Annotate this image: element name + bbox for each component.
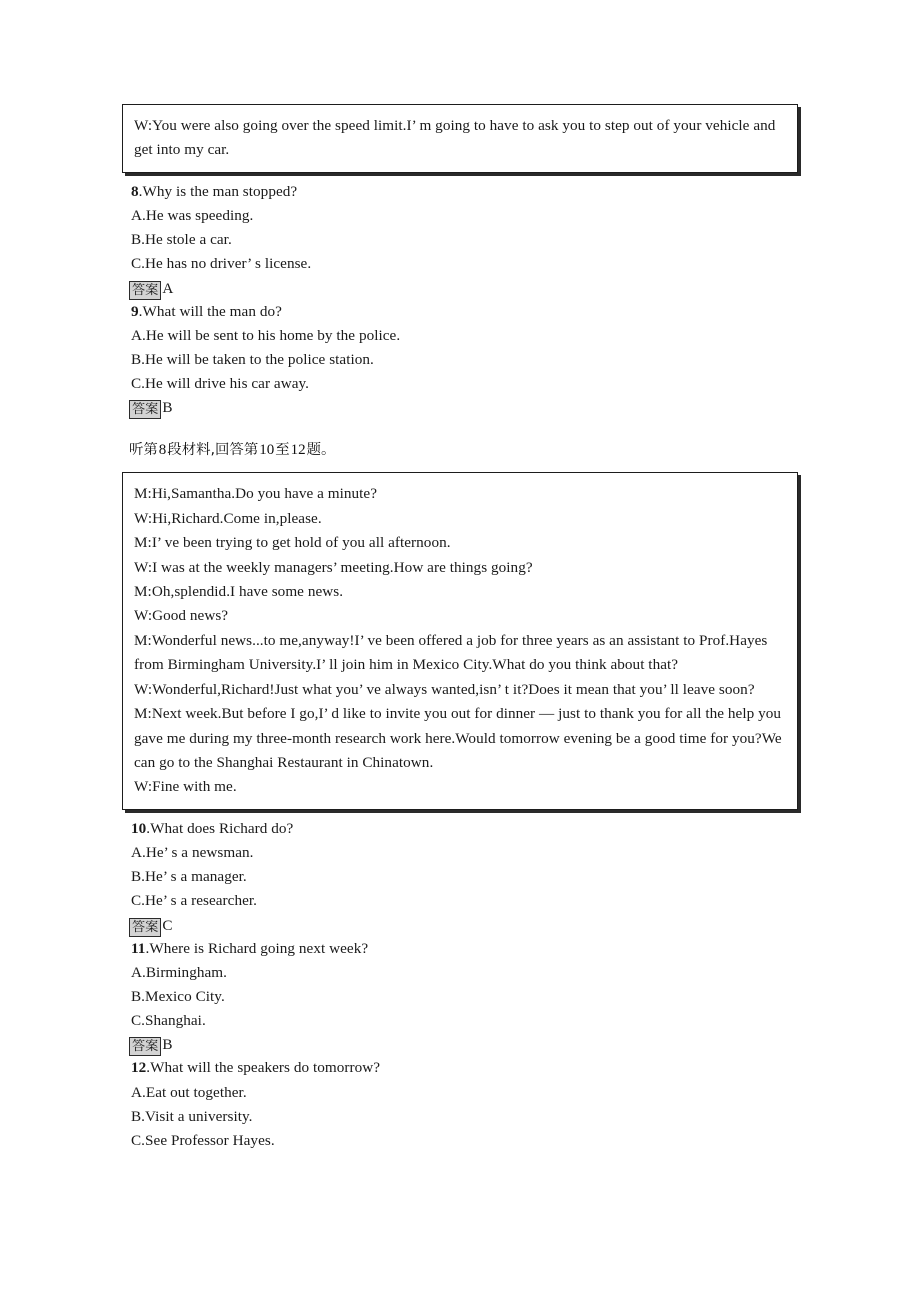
question-number: 11	[131, 939, 146, 957]
option-b[interactable]: B.He will be taken to the police station.	[131, 351, 374, 369]
question-dot: .	[145, 939, 150, 957]
transcript-line: M:Next week.But before I go,I’ d like to invite you out for dinner — just to thank you for all the help you gave me during my three-month research work here.Would tomorrow evening be a good time for you?We can go to the Shanghai Restaurant in Chinatown.	[134, 705, 782, 771]
option-b[interactable]: B.Mexico City.	[131, 987, 225, 1005]
transcript-box-2	[122, 472, 798, 809]
heading-part-1: 听第	[129, 442, 158, 459]
heading-question-to: 12	[290, 442, 306, 459]
answer-badge: 答案	[129, 281, 161, 300]
answer-row	[122, 1033, 798, 1056]
option-c[interactable]: C.He has no driver’ s license.	[131, 255, 312, 273]
question-text: What does Richard do?	[150, 819, 294, 837]
option-c[interactable]: C.He’ s a researcher.	[131, 892, 257, 910]
question-block-11	[122, 937, 798, 1057]
transcript-line: M:I’ ve been trying to get hold of you all afternoon.	[134, 534, 451, 552]
answer-badge: 答案	[129, 400, 161, 419]
answer-row	[122, 396, 798, 419]
answer-letter: B	[162, 399, 173, 417]
question-block-8	[122, 180, 798, 300]
question-dot: .	[138, 302, 143, 320]
option-c[interactable]: C.Shanghai.	[131, 1012, 206, 1030]
transcript-box-1	[122, 104, 798, 173]
question-stem	[122, 817, 798, 841]
question-block-12	[122, 1056, 798, 1153]
transcript-line: W:Good news?	[134, 607, 229, 625]
answer-badge: 答案	[129, 918, 161, 937]
question-stem	[122, 937, 798, 961]
option-a[interactable]: A.Eat out together.	[131, 1083, 247, 1101]
question-number: 12	[131, 1059, 147, 1077]
transcript-line: W:You were also going over the speed limit.I’ m going to have to ask you to step out of your vehicle and get into my car.	[134, 117, 776, 159]
heading-part-3: 至	[275, 442, 290, 459]
question-block-9	[122, 300, 798, 420]
question-number: 9	[131, 302, 139, 320]
transcript-line: W:Wonderful,Richard!Just what you’ ve always wanted,isn’ t it?Does it mean that you’ ll leave soon?	[134, 680, 755, 698]
option-b[interactable]: B.Visit a university.	[131, 1107, 253, 1125]
option-b[interactable]: B.He stole a car.	[131, 231, 232, 249]
option-a[interactable]: A.Birmingham.	[131, 963, 227, 981]
heading-question-from: 10	[259, 442, 275, 459]
question-number: 10	[131, 819, 147, 837]
heading-part-4: 题。	[306, 442, 336, 459]
option-a[interactable]: A.He’ s a newsman.	[131, 843, 254, 861]
answer-row	[122, 914, 798, 937]
option-a[interactable]: A.He will be sent to his home by the police.	[131, 326, 401, 344]
option-c[interactable]: C.He will drive his car away.	[131, 375, 310, 393]
question-dot: .	[138, 182, 143, 200]
transcript-line: M:Oh,splendid.I have some news.	[134, 583, 344, 601]
answer-letter: A	[162, 279, 174, 297]
heading-passage-number: 8	[158, 442, 167, 459]
page-content	[122, 104, 798, 1153]
section-heading	[122, 439, 798, 461]
question-text: Where is Richard going next week?	[149, 939, 369, 957]
option-c[interactable]: C.See Professor Hayes.	[131, 1131, 275, 1149]
answer-letter: B	[162, 1036, 173, 1054]
question-block-10	[122, 817, 798, 937]
transcript-line: M:Hi,Samantha.Do you have a minute?	[134, 485, 378, 503]
option-a[interactable]: A.He was speeding.	[131, 207, 254, 225]
answer-letter: C	[162, 916, 173, 934]
question-stem	[122, 1056, 798, 1080]
question-dot: .	[146, 819, 151, 837]
question-stem	[122, 300, 798, 324]
question-text: What will the man do?	[142, 302, 282, 320]
question-text: What will the speakers do tomorrow?	[150, 1059, 381, 1077]
heading-part-2: 段材料,回答第	[167, 442, 259, 459]
transcript-line: W:Fine with me.	[134, 778, 237, 796]
question-stem	[122, 180, 798, 204]
option-b[interactable]: B.He’ s a manager.	[131, 868, 247, 886]
question-dot: .	[146, 1059, 151, 1077]
answer-badge: 答案	[129, 1037, 161, 1056]
answer-row	[122, 277, 798, 300]
transcript-line: M:Wonderful news...to me,anyway!I’ ve been offered a job for three years as an assistant to Prof.Hayes from Birmingham University.I’ ll join him in Mexico City.What do you think about that?	[134, 631, 768, 674]
transcript-line: W:Hi,Richard.Come in,please.	[134, 509, 322, 527]
question-number: 8	[131, 182, 139, 200]
question-text: Why is the man stopped?	[142, 182, 298, 200]
transcript-line: W:I was at the weekly managers’ meeting.How are things going?	[134, 558, 533, 576]
